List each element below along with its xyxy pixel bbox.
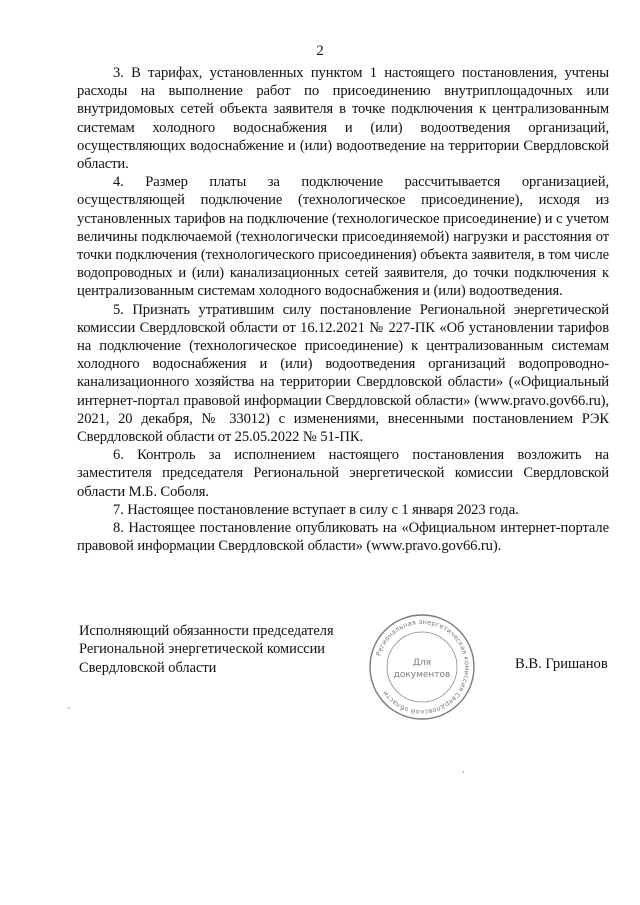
stamp-ring-text: Региональная энергетическая комиссия Свердловской области xyxy=(374,617,472,717)
signatory-title-line: Региональной энергетической комиссии xyxy=(79,641,325,658)
paragraph-5: 5. Признать утратившим силу постановление Региональной энергетической комиссии Свердловской области от 16.12.2021 № 227-ПК «Об установлении тарифов на подключение (технологическое присоединение) к централизованным системам холодного водоснабжения и (или) водоотведения организаций водопроводно-канализационного хозяйства на территории Свердловской области» («Официальный интернет-портал правовой информации Свердловской области» (www.pravo.gov66.ru), 2021, 20 декабря, № 33012) с изменениями, внесенными постановлением РЭК Свердловской области от 25.05.2022 № 51-ПК. xyxy=(77,301,609,446)
paragraph-8: 8. Настоящее постановление опубликовать на «Официальном интернет-портале правовой информации Свердловской области» (www.pravo.gov66.ru). xyxy=(77,520,609,555)
stamp-center-text: документов xyxy=(393,670,451,680)
official-stamp xyxy=(367,612,477,722)
paragraph-3: 3. В тарифах, установленных пунктом 1 настоящего постановления, учтены расходы на выполнение работ по присоединению внутриплощадочных или внутридомовых сетей объекта заявителя в точке подключения к централизованным системам холодного водоснабжения и (или) водоотведения организаций, осуществляющих водоснабжение и (или) водоотведение на территории Свердловской области. xyxy=(77,65,609,173)
paragraph-6: 6. Контроль за исполнением настоящего постановления возложить на заместителя председателя Региональной энергетической комиссии Свердловской области М.Б. Соболя. xyxy=(77,447,609,500)
paragraph-7: 7. Настоящее постановление вступает в силу с 1 января 2023 года. xyxy=(113,501,519,518)
scan-speck xyxy=(68,707,70,709)
scan-speck xyxy=(462,771,464,773)
page-number: 2 xyxy=(316,43,324,59)
signatory-title-line: Свердловской области xyxy=(79,659,217,676)
paragraph-4: 4. Размер платы за подключение рассчитывается организацией, осуществляющей подключение (технологическое присоединение), исходя из установленных тарифов на подключение (технологическое присоединение) и с учетом величины подключаемой (технологически присоединяемой) нагрузки и расстояния от точки подключения (технологического присоединения) объекта заявителя, в том числе водопроводных и (или) канализационных сетей заявителя, до точки подключения к централизованным системам холодного водоснабжения и (или) водоотведения. xyxy=(77,174,609,300)
signatory-title-line: Исполняющий обязанности председателя xyxy=(79,623,334,639)
stamp-center-text: Для xyxy=(412,658,432,668)
signatory-name: В.В. Гришанов xyxy=(515,656,608,672)
document-body xyxy=(77,64,609,555)
signatory-title xyxy=(79,622,334,677)
